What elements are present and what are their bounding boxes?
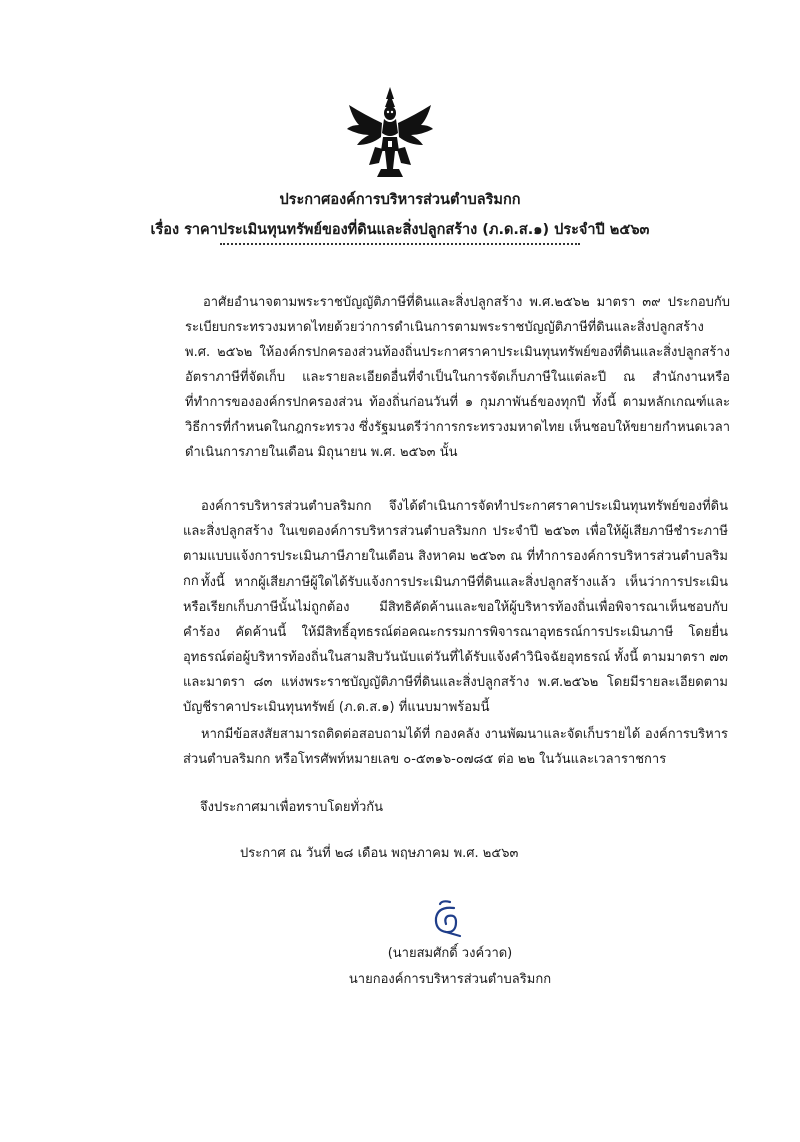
announcement-title: ประกาศองค์การบริหารส่วนตำบลริมกก: [279, 192, 521, 208]
announcement-subject: เรื่อง ราคาประเมินทุนทรัพย์ของที่ดินและสิ่งปลูกสร้าง (ภ.ด.ส.๑) ประจำปี ๒๕๖๓: [150, 222, 650, 238]
body-paragraph-4: [183, 722, 728, 772]
garuda-emblem-icon: [345, 85, 435, 180]
body-paragraph-1: [185, 290, 730, 465]
body-paragraph-4-text: หากมีข้อสงสัยสามารถติดต่อสอบถามได้ที่ กองคลัง งานพัฒนาและจัดเก็บรายได้ องค์การบริหารส่วนตำบลริมกก หรือโทรศัพท์หมายเลข ๐-๕๓๑๖-๐๗๘๕ ต่อ ๒๒ ในวันและเวลาราชการ: [183, 727, 728, 767]
body-paragraph-3: [183, 570, 728, 720]
body-paragraph-1-text: อาศัยอำนาจตามพระราชบัญญัติภาษีที่ดินและสิ่งปลูกสร้าง พ.ศ.๒๕๖๒ มาตรา ๓๙ ประกอบกับระเบียบกระทรวงมหาดไทยด้วยว่าการดำเนินการตามพระราชบัญญัติภาษีที่ดินและสิ่งปลูกสร้าง พ.ศ. ๒๕๖๒ ให้องค์กรปกครองส่วนท้องถิ่นประกาศราคาประเมินทุนทรัพย์ของที่ดินและสิ่งปลูกสร้าง อัตราภาษีที่จัดเก็บ และรายละเอียดอื่นที่จำเป็นในการจัดเก็บภาษีในแต่ละปี ณ สำนักงานหรือที่ทำการขององค์กรปกครองส่วน ท้องถิ่นก่อนวันที่ ๑ กุมภาพันธ์ของทุกปี ทั้งนี้ ตามหลักเกณฑ์และวิธีการที่กำหนดในกฎกระทรวง ซึ่งรัฐมนตรีว่าการกระทรวงมหาดไทย เห็นชอบให้ขยายกำหนดเวลาดำเนินการภายในเดือน มิถุนายน พ.ศ. ๒๕๖๓ นั้น: [185, 295, 730, 460]
dotted-divider: [220, 243, 580, 245]
signer-position: นายกองค์การบริหารส่วนตำบลริมกก: [348, 972, 552, 987]
closing-line: จึงประกาศมาเพื่อทราบโดยทั่วกัน: [200, 800, 384, 815]
body-paragraph-2-text: องค์การบริหารส่วนตำบลริมกก จึงได้ดำเนินการจัดทำประกาศราคาประเมินทุนทรัพย์ของที่ดินและสิ่งปลูกสร้าง ในเขตองค์การบริหารส่วนตำบลริมกก ประจำปี ๒๕๖๓ เพื่อให้ผู้เสียภาษีชำระภาษีตามแบบแจ้งการประเมินภาษีภายในเดือน สิงหาคม ๒๕๖๓ ณ ที่ทำการองค์การบริหารส่วนตำบลริมกก: [183, 499, 728, 589]
handwritten-signature-icon: [420, 898, 468, 940]
body-paragraph-3-text: ทั้งนี้ หากผู้เสียภาษีผู้ใดได้รับแจ้งการประเมินภาษีที่ดินและสิ่งปลูกสร้างแล้ว เห็นว่าการประเมินหรือเรียกเก็บภาษีนั้นไม่ถูกต้อง มีสิทธิคัดค้านและขอให้ผู้บริหารท้องถิ่นเพื่อพิจารณาเห็นชอบกับคำร้อง คัดค้านนี้ ให้มีสิทธิ์อุทธรณ์ต่อคณะกรรมการพิจารณาอุทธรณ์การประเมินภาษี โดยยื่นอุทธรณ์ต่อผู้บริหารท้องถิ่นในสามสิบวันนับแต่วันที่ได้รับแจ้งคำวินิจฉัยอุทธรณ์ ทั้งนี้ ตามมาตรา ๗๓ และมาตรา ๘๓ แห่งพระราชบัญญัติภาษีที่ดินและสิ่งปลูกสร้าง พ.ศ.๒๕๖๒ โดยมีรายละเอียดตามบัญชีราคาประเมินทุนทรัพย์ (ภ.ด.ส.๑) ที่แนบมาพร้อมนี้: [183, 575, 728, 715]
announcement-date: ประกาศ ณ วันที่ ๒๘ เดือน พฤษภาคม พ.ศ. ๒๕๖๓: [240, 846, 519, 861]
signer-name: (นายสมศักดิ์ วงค์วาด): [387, 946, 513, 961]
